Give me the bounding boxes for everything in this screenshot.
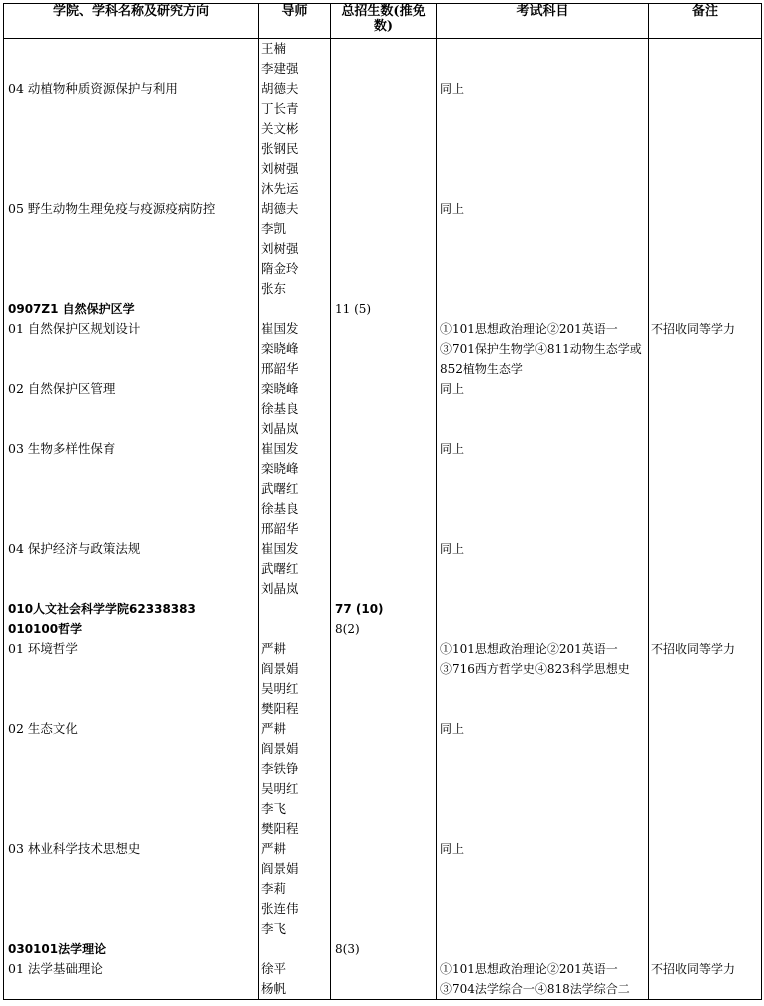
- table-row: [4, 319, 762, 379]
- remark-cell: [649, 719, 762, 839]
- exam-cell: ①101思想政治理论②201英语一③701保护生物学④811动物生态学或852植物生态学: [437, 319, 649, 379]
- direction-cell: 02 生态文化: [4, 719, 259, 839]
- quota-cell: 77 (10): [331, 599, 437, 619]
- quota-cell: 11 (5): [331, 299, 437, 319]
- direction-cell: 01 法学基础理论: [4, 959, 259, 1000]
- table-row: [4, 599, 762, 619]
- table-row: [4, 39, 762, 80]
- exam-cell: 同上: [437, 839, 649, 939]
- remark-cell: 不招收同等学力: [649, 319, 762, 379]
- direction-cell: 04 动植物种质资源保护与利用: [4, 79, 259, 199]
- table-row: [4, 719, 762, 839]
- exam-cell: [437, 619, 649, 639]
- direction-cell: 0907Z1 自然保护区学: [4, 299, 259, 319]
- supervisor-cell: 胡德夫 丁长青 关文彬 张钢民 刘树强 沐先运: [259, 79, 331, 199]
- quota-cell: [331, 319, 437, 379]
- quota-cell: [331, 39, 437, 80]
- quota-cell: [331, 379, 437, 439]
- exam-cell: [437, 39, 649, 80]
- direction-cell: 010100哲学: [4, 619, 259, 639]
- direction-cell: 03 生物多样性保育: [4, 439, 259, 539]
- exam-cell: 同上: [437, 439, 649, 539]
- exam-cell: 同上: [437, 199, 649, 299]
- header-row: [4, 4, 762, 39]
- header-exam: 考试科目: [437, 4, 649, 39]
- table-row: [4, 639, 762, 719]
- remark-cell: [649, 79, 762, 199]
- exam-cell: [437, 299, 649, 319]
- direction-cell: 03 林业科学技术思想史: [4, 839, 259, 939]
- supervisor-cell: 严耕 阎景娟 吴明红 樊阳程: [259, 639, 331, 719]
- supervisor-cell: [259, 939, 331, 959]
- supervisor-cell: 胡德夫 李凯 刘树强 隋金玲 张东: [259, 199, 331, 299]
- remark-cell: 不招收同等学力: [649, 639, 762, 719]
- supervisor-cell: [259, 619, 331, 639]
- header-college: 学院、学科名称及研究方向: [4, 4, 259, 39]
- quota-cell: [331, 719, 437, 839]
- exam-cell: ①101思想政治理论②201英语一③716西方哲学史④823科学思想史: [437, 639, 649, 719]
- supervisor-cell: [259, 299, 331, 319]
- exam-cell: [437, 599, 649, 619]
- table-row: [4, 539, 762, 599]
- remark-cell: [649, 379, 762, 439]
- supervisor-cell: 徐平 杨帆: [259, 959, 331, 1000]
- table-row: [4, 939, 762, 959]
- table-row: [4, 79, 762, 199]
- supervisor-cell: 栾晓峰 徐基良 刘晶岚: [259, 379, 331, 439]
- table-row: [4, 299, 762, 319]
- supervisor-cell: 严耕 阎景娟 李铁铮 吴明红 李飞 樊阳程: [259, 719, 331, 839]
- exam-cell: 同上: [437, 79, 649, 199]
- quota-cell: [331, 199, 437, 299]
- remark-cell: [649, 599, 762, 619]
- supervisor-cell: 崔国发 栾晓峰 武曙红 徐基良 邢韶华: [259, 439, 331, 539]
- direction-cell: 030101法学理论: [4, 939, 259, 959]
- exam-cell: 同上: [437, 719, 649, 839]
- direction-cell: 05 野生动物生理免疫与疫源疫病防控: [4, 199, 259, 299]
- exam-cell: [437, 939, 649, 959]
- quota-cell: [331, 639, 437, 719]
- remark-cell: [649, 439, 762, 539]
- header-quota: 总招生数(推免数): [331, 4, 437, 39]
- supervisor-cell: 崔国发 栾晓峰 邢韶华: [259, 319, 331, 379]
- table-row: [4, 839, 762, 939]
- header-supervisor: 导师: [259, 4, 331, 39]
- exam-cell: 同上: [437, 379, 649, 439]
- quota-cell: 8(2): [331, 619, 437, 639]
- table-row: [4, 199, 762, 299]
- direction-cell: 04 保护经济与政策法规: [4, 539, 259, 599]
- quota-cell: [331, 439, 437, 539]
- header-remark: 备注: [649, 4, 762, 39]
- remark-cell: [649, 39, 762, 80]
- remark-cell: [649, 619, 762, 639]
- remark-cell: [649, 839, 762, 939]
- enrollment-table: [3, 3, 762, 1000]
- table-row: [4, 619, 762, 639]
- remark-cell: [649, 199, 762, 299]
- supervisor-cell: 王楠 李建强: [259, 39, 331, 80]
- supervisor-cell: 崔国发 武曙红 刘晶岚: [259, 539, 331, 599]
- quota-cell: 8(3): [331, 939, 437, 959]
- exam-cell: 同上: [437, 539, 649, 599]
- table-row: [4, 379, 762, 439]
- direction-cell: 010人文社会科学学院62338383: [4, 599, 259, 619]
- quota-cell: [331, 79, 437, 199]
- quota-cell: [331, 539, 437, 599]
- quota-cell: [331, 959, 437, 1000]
- supervisor-cell: 严耕 阎景娟 李莉 张连伟 李飞: [259, 839, 331, 939]
- quota-cell: [331, 839, 437, 939]
- table-row: [4, 439, 762, 539]
- exam-cell: ①101思想政治理论②201英语一③704法学综合一④818法学综合二: [437, 959, 649, 1000]
- direction-cell: 01 自然保护区规划设计: [4, 319, 259, 379]
- remark-cell: [649, 299, 762, 319]
- supervisor-cell: [259, 599, 331, 619]
- remark-cell: 不招收同等学力: [649, 959, 762, 1000]
- direction-cell: [4, 39, 259, 80]
- direction-cell: 01 环境哲学: [4, 639, 259, 719]
- remark-cell: [649, 539, 762, 599]
- direction-cell: 02 自然保护区管理: [4, 379, 259, 439]
- remark-cell: [649, 939, 762, 959]
- table-row: [4, 959, 762, 1000]
